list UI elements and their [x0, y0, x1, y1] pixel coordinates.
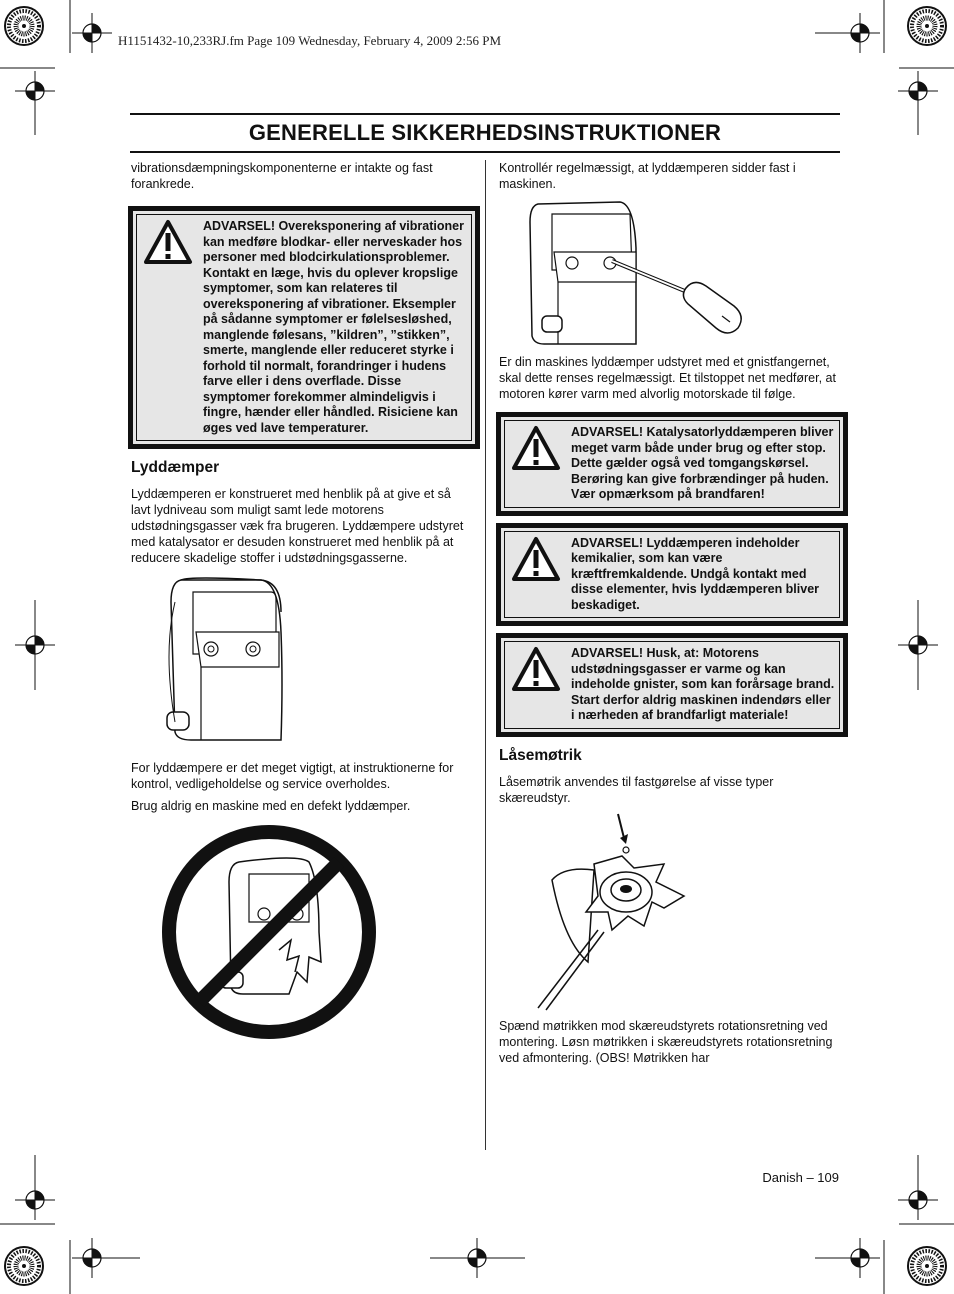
warning-triangle-icon	[143, 219, 193, 265]
warning-chemicals	[496, 523, 848, 627]
right-column	[499, 160, 839, 1066]
warning-exhaust	[496, 633, 848, 737]
muffler-paragraph-2: For lyddæmpere er det meget vigtigt, at instruktionerne for kontrol, vedligeholdelse og service overholdes.	[131, 761, 454, 791]
warning-catalyst-text: ADVARSEL! Katalysatorlyddæmperen bliver meget varm både under brug og efter stop. Dette gælder også ved tomgangskørsel. Berøring kan give forbrændinger på huden. Vær opmærksom på brandfaren!	[571, 425, 834, 501]
prohibited-damaged-muffler-icon	[159, 822, 379, 1042]
intro-paragraph: vibrationsdæmpningskomponenterne er intakte og fast forankrede.	[131, 161, 433, 191]
warning-triangle-icon	[511, 646, 561, 692]
warning-triangle-icon	[511, 536, 561, 582]
warning-chemicals-text: ADVARSEL! Lyddæmperen indeholder kemikalier, som kan være kræftfremkaldende. Undgå kontakt med disse elementer, hvis lyddæmperen bliver beskadiget.	[571, 535, 820, 612]
muffler-illustration	[151, 572, 311, 752]
spark-arrester-paragraph: Er din maskines lyddæmper udstyret med et gnistfangernet, skal dette renses regelmæssigt. Et tilstoppet net medfører, at motoren kører varm med alvorlig motorskade til følge.	[499, 355, 836, 401]
heading-locknut: Låsemøtrik	[499, 746, 582, 764]
print-header: H1151432-10,233RJ.fm Page 109 Wednesday, February 4, 2009 2:56 PM	[118, 33, 502, 48]
warning-triangle-icon	[511, 425, 561, 471]
locknut-paragraph-2: Spænd møtrikken mod skæreudstyrets rotationsretning ved montering. Løsn møtrikken i skæreudstyrets rotationsretning ved afmontering. (OBS! Møtrikken har	[499, 1018, 833, 1065]
muffler-screwdriver-illustration	[524, 198, 754, 348]
page-footer: Danish – 109	[762, 1170, 839, 1185]
check-paragraph: Kontrollér regelmæssigt, at lyddæmperen sidder fast i maskinen.	[499, 161, 796, 191]
page-title: GENERELLE SIKKERHEDSINSTRUKTIONER	[248, 120, 722, 145]
heading-muffler: Lyddæmper	[131, 459, 220, 476]
title-bar	[130, 113, 840, 153]
warning-catalyst	[496, 412, 848, 516]
warning-exhaust-text: ADVARSEL! Husk, at: Motorens udstødningsgasser er varme og kan indeholde gnister, som kan forårsage brand. Start derfor aldrig maskinen indendørs eller i nærheden af brandfarligt materiale!	[571, 646, 835, 722]
locknut-trimmer-head-illustration	[524, 812, 704, 1012]
muffler-paragraph-1: Lyddæmperen er konstrueret med henblik på at give et så lavt lydniveau som muligt samt lede motorens udstødningsgasser væk fra brugeren. Lyddæmpere udstyret med katalysator er desuden konstrueret med henblik på at reducere skadelige stoffer i udstødningsgasserne.	[131, 487, 464, 565]
warning-vibration	[128, 206, 480, 449]
muffler-paragraph-3: Brug aldrig en maskine med en defekt lyddæmper.	[131, 799, 411, 813]
left-column	[131, 160, 471, 1042]
warning-vibration-text: ADVARSEL! Overeksponering af vibrationer kan medføre blodkar- eller nerveskader hos personer med blodcirkulationsproblemer. Kontakt en læge, hvis du oplever kropslige symptomer, som kan relateres til overeksponering af vibrationer. Eksempler på sådanne symptomer er følelsesløshed, manglende følesans, ”kildren”, ”stikken”, smerte, manglende eller reduceret styrke i forhold til normalt, forandringer i hudens farve eller i dens overflade. Disse symptomer forekommer almindeligvis i fingre, hænder eller håndled. Risiciene kan øges ved lave temperaturer.	[203, 219, 464, 435]
column-divider	[485, 160, 486, 1150]
locknut-paragraph-1: Låsemøtrik anvendes til fastgørelse af visse typer skæreudstyr.	[499, 774, 774, 805]
